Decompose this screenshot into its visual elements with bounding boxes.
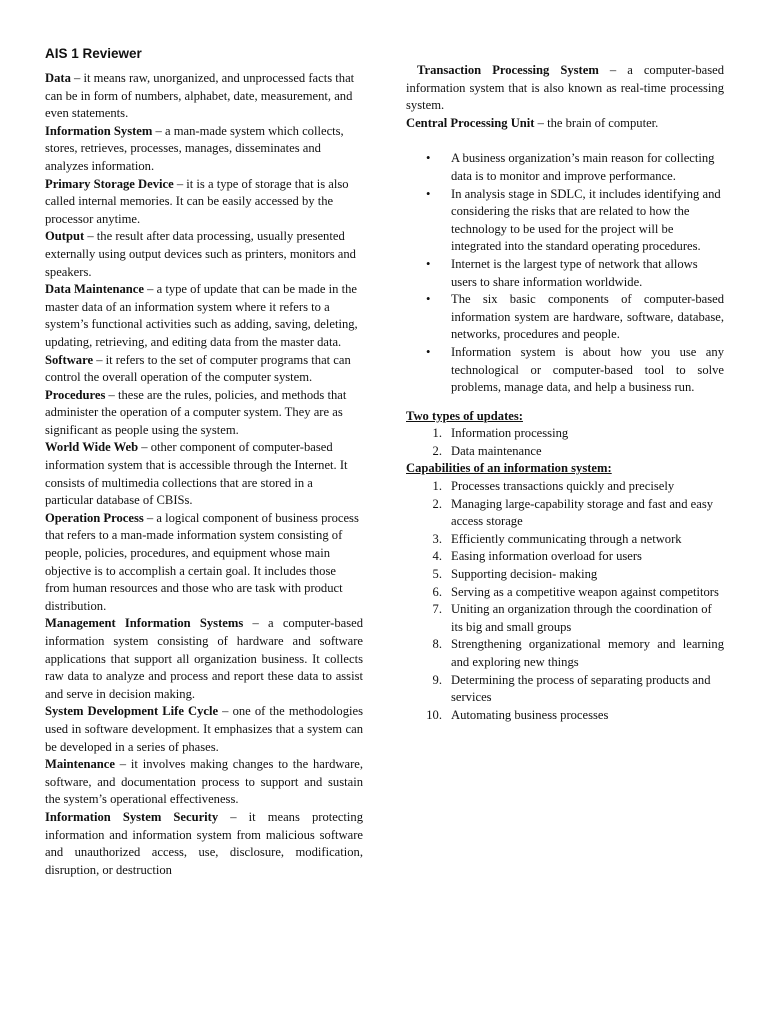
list-item: 1. Processes transactions quickly and precisely <box>432 479 675 494</box>
definition-term: Operation Process <box>45 510 144 525</box>
definition-text: it involves making changes to the hardware, software, and documentation process to support and sustain the system’s operational effectiveness. <box>45 757 364 807</box>
definition-text: a man-made system which collects, stores, retrieves, processes, manages, disseminates and analyzes information. <box>45 123 344 173</box>
list-item: 3. Efficiently communicating through a network <box>432 531 682 546</box>
definition-term: Primary Storage Device <box>45 176 174 191</box>
definition-text: these are the rules, policies, and methods that administer the operation of a computer system. They are as significant as people using the system. <box>45 387 347 437</box>
definition-entry: World Wide Web – other component of computer-based information system that is accessible through the Internet. It consists of multimedia collections that are stored in a particular database of CBISs. <box>45 440 348 508</box>
capabilities-list <box>406 478 724 724</box>
definition-term: Transaction Processing System <box>417 63 599 77</box>
definition-term: Central Processing Unit <box>406 115 535 130</box>
definition-text: other component of computer-based information system that is accessible through the Internet. It consists of multimedia collections that are stored in a particular database of CBISs. <box>45 440 348 508</box>
list-item: 9. Determining the process of separating products and services <box>432 672 711 705</box>
list-item: • In analysis stage in SDLC, it includes identifying and considering the risks that are related to how the technology to be used for the project will be integrated into the standard operating procedures. <box>426 186 721 254</box>
definition-text: a type of update that can be made in the master data of an information system where it refers to a system’s functional activities such as adding, saving, deleting, updating, retrieving, and editing data from the master data. <box>45 282 358 349</box>
definition-entry: Management Information Systems – a computer-based information system consisting of hardware and software applications that support all organization business. It collects raw data to analyze and process and report these data to assist and serve in decision making. <box>45 616 363 701</box>
bullet-icon: • <box>426 292 431 307</box>
definition-entry: Maintenance – it involves making changes to the hardware, software, and documentation process to support and sustain the system’s operational effectiveness. <box>45 757 364 807</box>
definition-entry: Data Maintenance – a type of update that can be made in the master data of an information system where it refers to a system’s functional activities such as adding, saving, deleting, updating, retrieving, and editing data from the master data. <box>45 282 358 349</box>
definition-term: Maintenance <box>45 757 115 772</box>
capabilities-heading: Capabilities of an information system: <box>406 461 612 476</box>
bullet-icon: • <box>426 256 431 271</box>
definition-text: a logical component of business process that refers to a man-made information system consisting of people, policies, procedures, and equipment whose main objective is to accomplish a certain goal. It includes those from human resources and those who are task with product distribution. <box>45 510 359 613</box>
list-item: 5. Supporting decision- making <box>432 567 598 582</box>
definition-text: the result after data processing, usually presented externally using output devices such as printers, monitors and speakers. <box>45 229 356 279</box>
list-item: • Information system is about how you use any technological or computer-based tool to solve problems, manage data, and help a business run. <box>426 344 724 395</box>
list-item: 2. Managing large-capability storage and fast and easy access storage <box>432 496 714 529</box>
definition-text: the brain of computer. <box>547 115 659 130</box>
definition-term: Procedures <box>45 387 106 402</box>
definition-term: Information System <box>45 123 153 138</box>
list-item: 4. Easing information overload for users <box>432 549 642 564</box>
bullet-icon: • <box>426 186 431 201</box>
bullet-icon: • <box>426 151 431 166</box>
updates-list <box>406 425 724 460</box>
definition-text: a computer-based information system consisting of hardware and software applications that support all organization business. It collects raw data to analyze and process and report these data to assist and serve in decision making. <box>45 616 363 701</box>
page-title: AIS 1 Reviewer <box>45 46 142 61</box>
definition-text: one of the methodologies used in software development. It emphasizes that a system can be developed in a series of phases. <box>45 704 363 754</box>
definition-entry: Procedures – these are the rules, policies, and methods that administer the operation of a computer system. They are as significant as people using the system. <box>45 387 347 437</box>
definition-term: Software <box>45 352 94 367</box>
definition-term: Data Maintenance <box>45 282 144 297</box>
definition-text: it refers to the set of computer programs that can control the overall operation of the computer system. <box>45 352 351 385</box>
definition-term: Information System Security <box>45 809 219 824</box>
list-item: • A business organization’s main reason for collecting data is to monitor and improve performance. <box>426 151 715 183</box>
definition-text: it means raw, unorganized, and unprocessed facts that can be in form of numbers, alphabet, date, measurement, and even statements. <box>45 71 355 121</box>
left-column <box>45 44 363 879</box>
list-item: 7. Uniting an organization through the coordination of its big and small groups <box>432 602 712 634</box>
definition-entry: System Development Life Cycle – one of the methodologies used in software development. It emphasizes that a system can be developed in a series of phases. <box>45 704 363 754</box>
definition-entry: Central Processing Unit – the brain of computer. <box>406 115 659 130</box>
definition-entry: Output – the result after data processing, usually presented externally using output devices such as printers, monitors and speakers. <box>45 229 356 279</box>
updates-heading: Two types of updates: <box>406 408 523 423</box>
definition-entry: Transaction Processing System – a computer-based information system that is also known as real-time processing system. <box>406 63 724 113</box>
definition-entry: Software – it refers to the set of computer programs that can control the overall operation of the computer system. <box>45 352 351 385</box>
definition-entry: Information System Security – it means protecting information and information system from malicious software and unauthorized access, use, disclosure, modification, disruption, or destruction <box>45 809 364 877</box>
list-item: • Internet is the largest type of network that allows users to share information worldwide. <box>426 256 698 289</box>
list-item: 6. Serving as a competitive weapon against competitors <box>432 584 719 599</box>
definition-text: it means protecting information and information system from malicious software and unauthorized access, use, disclosure, modification, disruption, or destruction <box>45 809 364 877</box>
definition-term: Management Information Systems <box>45 616 244 631</box>
list-item: 2. Data maintenance <box>432 443 542 458</box>
bullet-icon: • <box>426 344 431 359</box>
definition-term: World Wide Web <box>45 440 139 455</box>
list-item: 1. Information processing <box>432 426 569 441</box>
definition-term: Data <box>45 71 71 85</box>
definition-entry: Data – it means raw, unorganized, and unprocessed facts that can be in form of numbers, alphabet, date, measurement, and even statements. <box>45 71 355 121</box>
definition-entry: Operation Process – a logical component of business process that refers to a man-made information system consisting of people, policies, procedures, and equipment whose main objective is to accomplish a certain goal. It includes those from human resources and those who are task with product distribution. <box>45 510 359 613</box>
bullet-list <box>406 150 724 396</box>
definition-term: Output <box>45 229 85 244</box>
definition-text: it is a type of storage that is also called internal memories. It can be easily accessed by the processor anytime. <box>45 176 349 226</box>
definition-entry: Information System – a man-made system which collects, stores, retrieves, processes, manages, disseminates and analyzes information. <box>45 123 344 173</box>
definition-term: System Development Life Cycle <box>45 704 219 719</box>
list-item: 8. Strengthening organizational memory and learning and exploring new things <box>432 637 724 669</box>
definition-text: a computer-based information system that is also known as real-time processing system. <box>406 63 724 113</box>
definition-entry: Primary Storage Device – it is a type of storage that is also called internal memories. It can be easily accessed by the processor anytime. <box>45 176 349 226</box>
list-item: • The six basic components of computer-based information system are hardware, software, database, networks, procedures and people. <box>426 292 724 342</box>
right-column <box>406 62 724 724</box>
list-item: 10. Automating business processes <box>426 707 609 722</box>
